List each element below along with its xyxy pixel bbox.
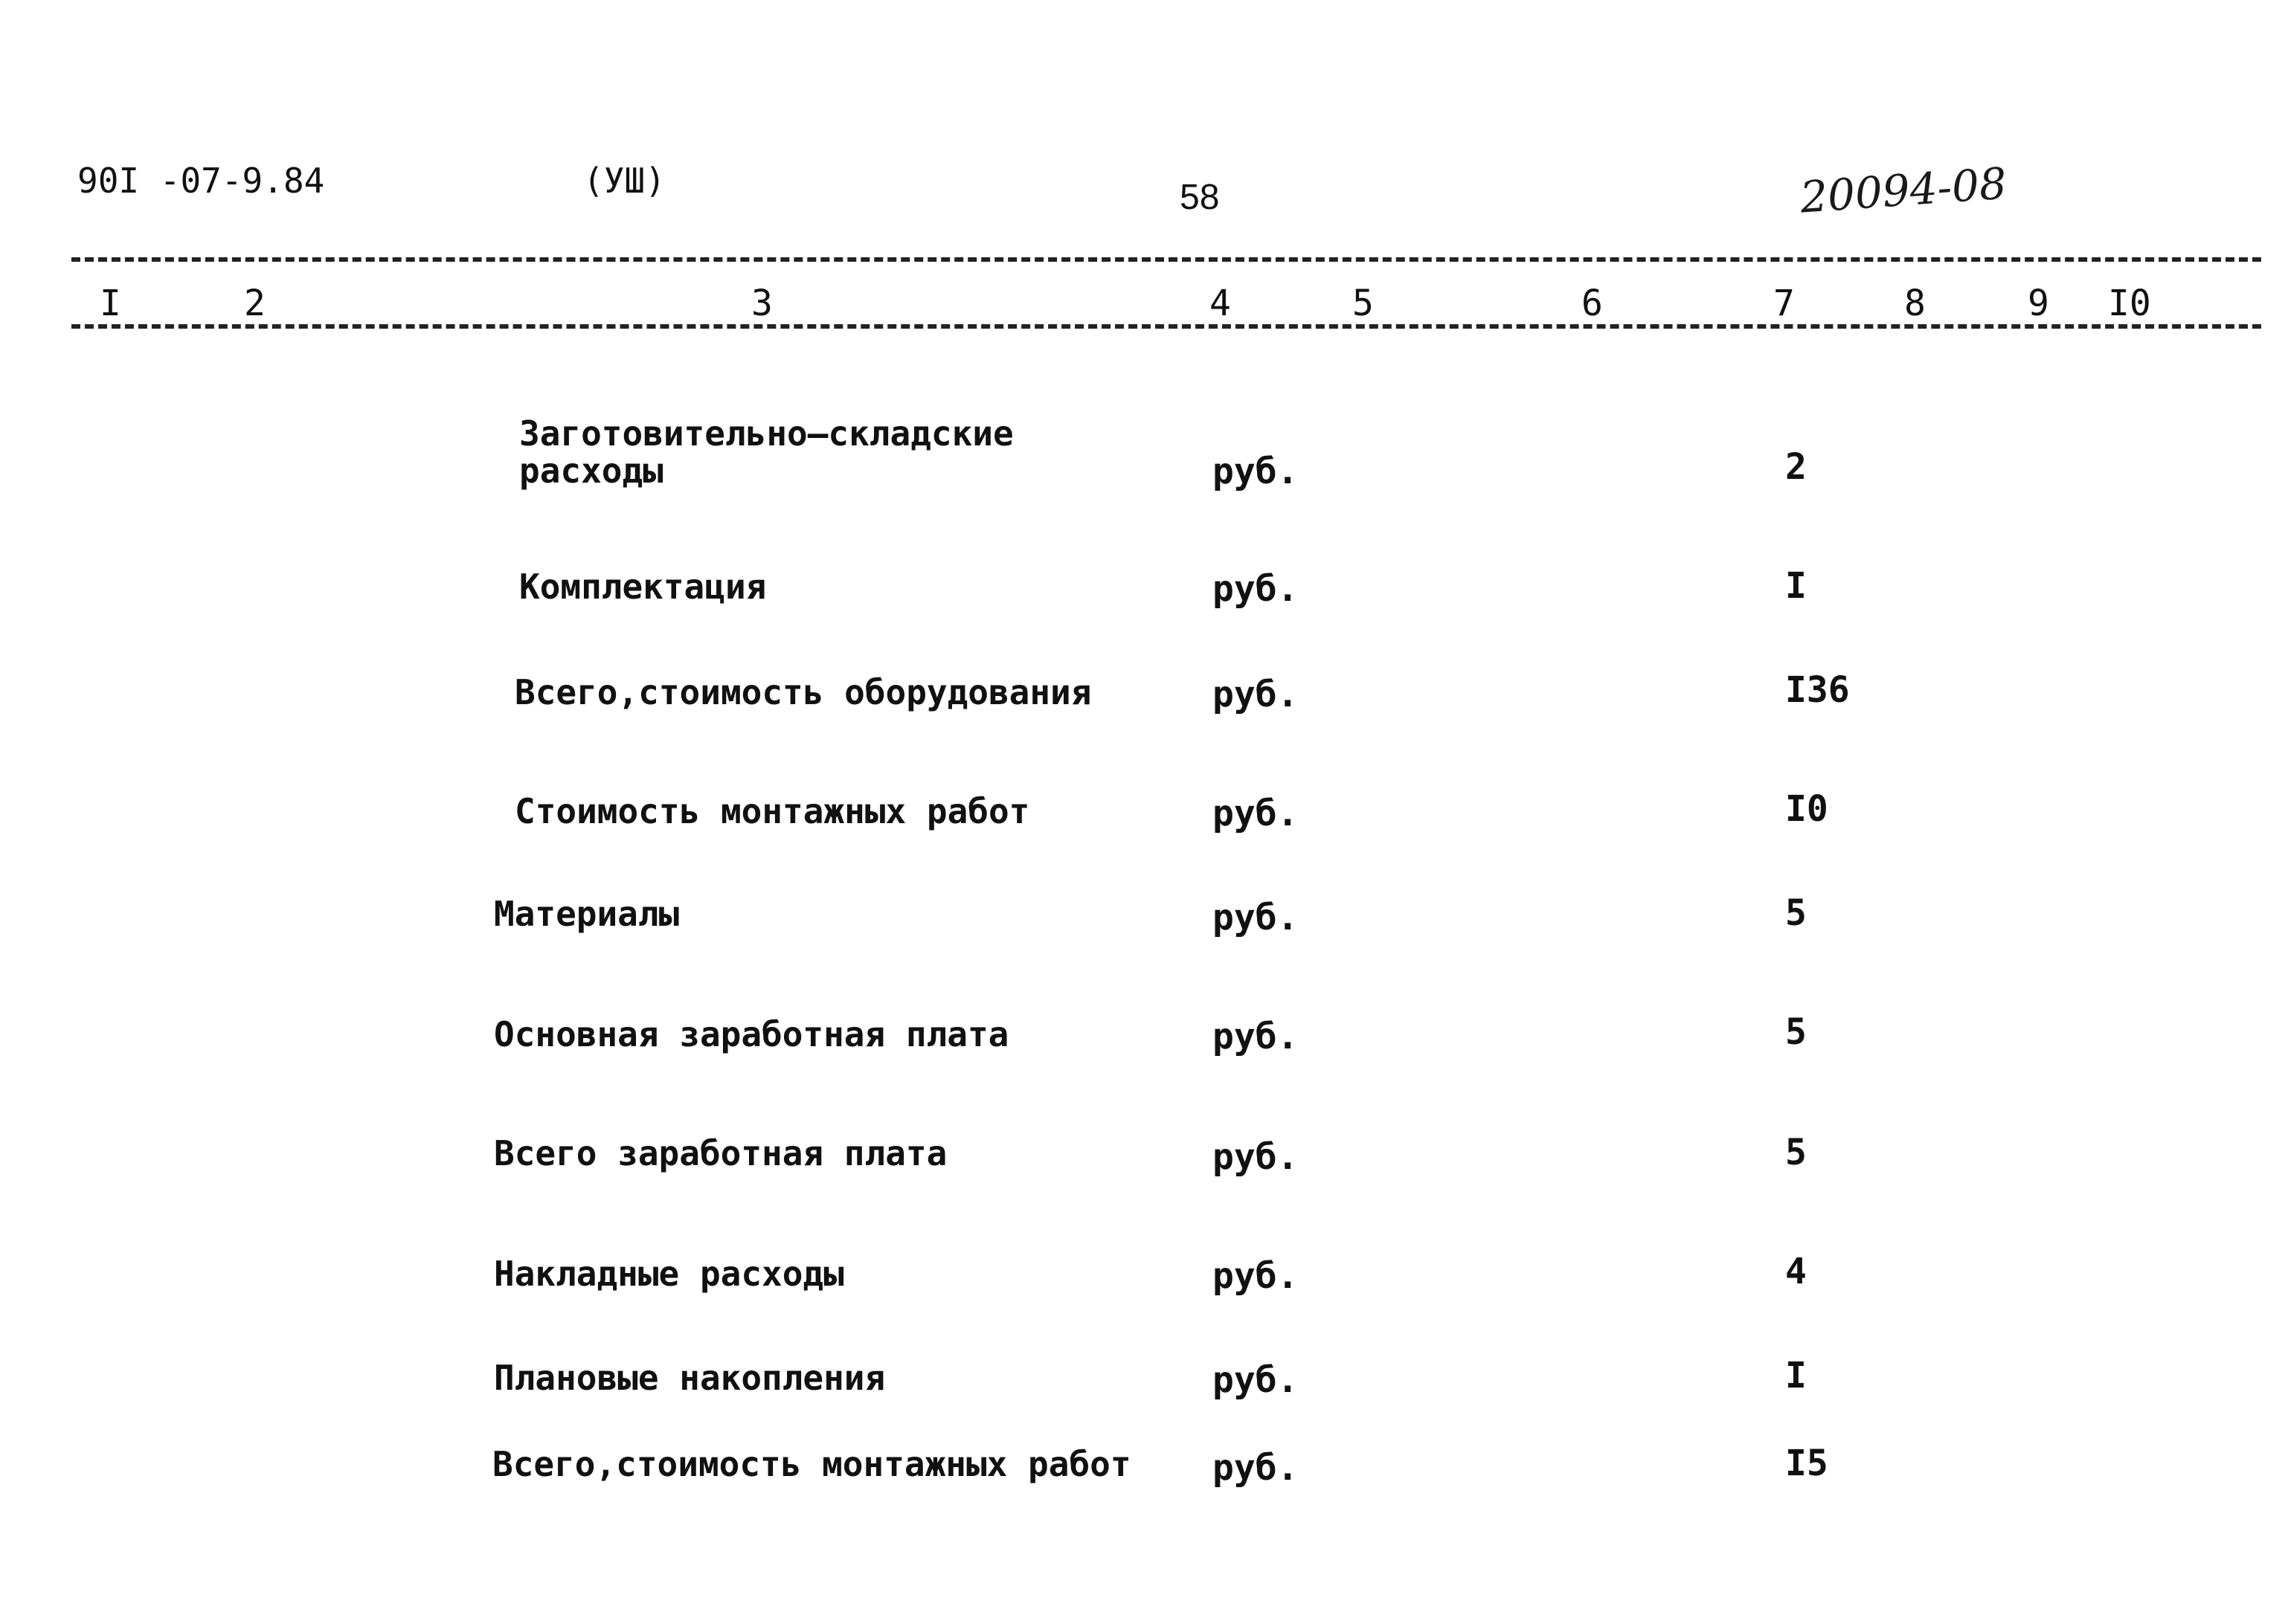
column-number: 2 [244, 283, 266, 324]
column-number: 5 [1352, 283, 1374, 324]
row-label: Всего,стоимость монтажных работ [492, 1444, 1131, 1484]
row-label: Материалы [494, 894, 680, 934]
row-value: I36 [1785, 669, 1850, 711]
row-value: I [1785, 1355, 1807, 1396]
row-value: 5 [1785, 1011, 1807, 1053]
row-unit: руб. [1212, 1136, 1299, 1178]
row-label: Заготовительно–складские расходы [519, 413, 1014, 491]
column-number: 4 [1209, 283, 1231, 324]
dashed-rule-top [71, 257, 2261, 262]
row-label: Стоимость монтажных работ [515, 791, 1030, 831]
handwritten-reference-number: 20094-08 [1798, 158, 2008, 223]
column-number: 3 [751, 283, 773, 324]
row-label: Всего,стоимость оборудования [515, 672, 1092, 712]
row-value: I [1785, 565, 1807, 607]
row-value: 5 [1785, 892, 1807, 934]
row-value: 2 [1785, 446, 1807, 488]
row-unit: руб. [1212, 1016, 1299, 1057]
column-number: 6 [1581, 283, 1603, 324]
column-number: 7 [1773, 283, 1795, 324]
row-label: Плановые накопления [494, 1358, 886, 1398]
row-unit: руб. [1212, 674, 1299, 715]
column-number: 9 [2028, 283, 2049, 324]
row-label: Всего заработная плата [494, 1133, 948, 1173]
row-unit: руб. [1212, 568, 1299, 610]
row-value: 4 [1785, 1251, 1807, 1292]
column-number: 8 [1904, 283, 1926, 324]
document-code: 90I -07-9.84 [77, 161, 325, 201]
row-label: Накладные расходы [494, 1254, 844, 1294]
row-unit: руб. [1212, 1447, 1299, 1489]
row-value: I0 [1785, 788, 1828, 830]
column-number: I0 [2108, 283, 2151, 324]
row-label: Комплектация [519, 567, 767, 607]
column-number: I [100, 283, 121, 324]
series-label: (УШ) [583, 161, 666, 201]
dashed-rule-bottom [71, 324, 2261, 329]
row-unit: руб. [1212, 897, 1299, 938]
row-unit: руб. [1212, 451, 1299, 492]
row-value: I5 [1785, 1443, 1828, 1484]
row-label: Основная заработная плата [494, 1014, 1009, 1054]
page-number: 58 [1180, 178, 1220, 217]
row-unit: руб. [1212, 1359, 1299, 1401]
row-value: 5 [1785, 1132, 1807, 1173]
row-unit: руб. [1212, 1255, 1299, 1297]
row-unit: руб. [1212, 793, 1299, 834]
